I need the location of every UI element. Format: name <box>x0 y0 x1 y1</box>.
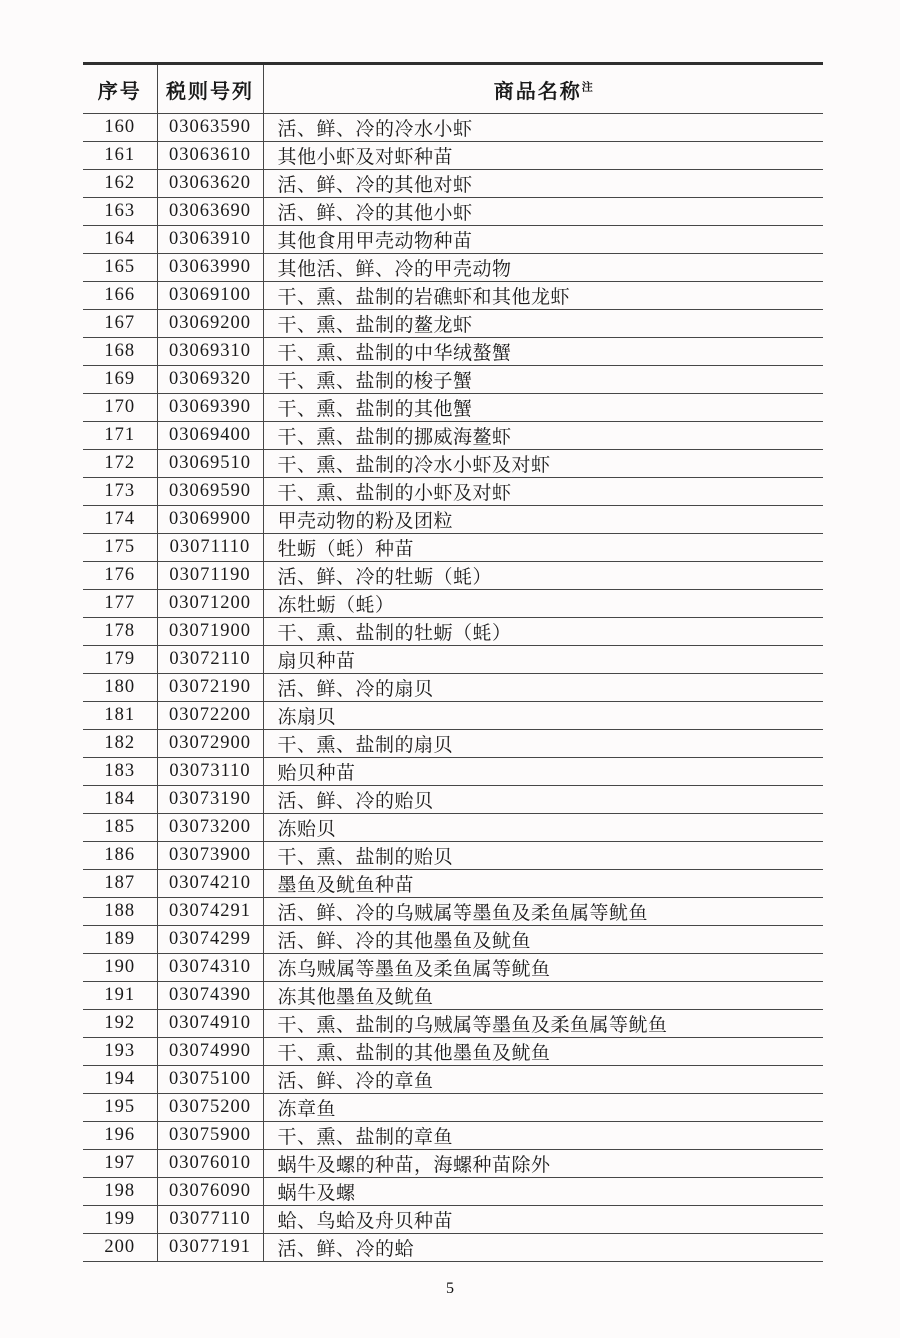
serial-cell: 195 <box>83 1094 157 1122</box>
serial-cell: 194 <box>83 1066 157 1094</box>
code-cell: 03076090 <box>157 1178 263 1206</box>
table-row <box>83 730 823 758</box>
name-cell: 其他活、鲜、冷的甲壳动物 <box>263 254 823 282</box>
serial-cell: 170 <box>83 394 157 422</box>
code-cell: 03074299 <box>157 926 263 954</box>
table-row <box>83 1234 823 1262</box>
name-cell: 干、熏、盐制的梭子蟹 <box>263 366 823 394</box>
name-cell: 活、鲜、冷的蛤 <box>263 1234 823 1262</box>
name-cell: 冻牡蛎（蚝） <box>263 590 823 618</box>
table-row <box>83 870 823 898</box>
serial-cell: 197 <box>83 1150 157 1178</box>
table-row <box>83 674 823 702</box>
serial-cell: 178 <box>83 618 157 646</box>
table-row <box>83 282 823 310</box>
code-cell: 03075200 <box>157 1094 263 1122</box>
header-note-superscript: 注 <box>581 80 593 93</box>
tariff-table <box>83 62 823 1262</box>
name-cell: 干、熏、盐制的鳌龙虾 <box>263 310 823 338</box>
serial-cell: 167 <box>83 310 157 338</box>
name-cell: 活、鲜、冷的其他对虾 <box>263 170 823 198</box>
serial-cell: 172 <box>83 450 157 478</box>
serial-cell: 184 <box>83 786 157 814</box>
name-cell: 冻扇贝 <box>263 702 823 730</box>
table-row <box>83 982 823 1010</box>
table-row <box>83 338 823 366</box>
code-cell: 03074310 <box>157 954 263 982</box>
table-row <box>83 1010 823 1038</box>
serial-cell: 198 <box>83 1178 157 1206</box>
code-cell: 03073190 <box>157 786 263 814</box>
serial-cell: 164 <box>83 226 157 254</box>
serial-cell: 188 <box>83 898 157 926</box>
code-cell: 03063610 <box>157 142 263 170</box>
serial-cell: 192 <box>83 1010 157 1038</box>
name-cell: 扇贝种苗 <box>263 646 823 674</box>
code-cell: 03076010 <box>157 1150 263 1178</box>
name-cell: 冻其他墨鱼及鱿鱼 <box>263 982 823 1010</box>
name-cell: 活、鲜、冷的其他墨鱼及鱿鱼 <box>263 926 823 954</box>
code-cell: 03063910 <box>157 226 263 254</box>
table-body <box>83 114 823 1262</box>
col-header-code: 税则号列 <box>157 64 263 114</box>
table-row <box>83 702 823 730</box>
table-row <box>83 926 823 954</box>
serial-cell: 171 <box>83 422 157 450</box>
code-cell: 03071110 <box>157 534 263 562</box>
name-cell: 活、鲜、冷的乌贼属等墨鱼及柔鱼属等鱿鱼 <box>263 898 823 926</box>
name-cell: 活、鲜、冷的冷水小虾 <box>263 114 823 142</box>
table-row <box>83 142 823 170</box>
table-row <box>83 394 823 422</box>
name-cell: 贻贝种苗 <box>263 758 823 786</box>
table-row <box>83 534 823 562</box>
table-row <box>83 1094 823 1122</box>
serial-cell: 174 <box>83 506 157 534</box>
name-cell: 干、熏、盐制的挪威海鳌虾 <box>263 422 823 450</box>
code-cell: 03069100 <box>157 282 263 310</box>
table-row <box>83 114 823 142</box>
code-cell: 03069590 <box>157 478 263 506</box>
serial-cell: 190 <box>83 954 157 982</box>
name-cell: 蛤、鸟蛤及舟贝种苗 <box>263 1206 823 1234</box>
name-cell: 干、熏、盐制的中华绒螯蟹 <box>263 338 823 366</box>
table-row <box>83 786 823 814</box>
table-row <box>83 198 823 226</box>
table-row <box>83 1150 823 1178</box>
name-cell: 活、鲜、冷的扇贝 <box>263 674 823 702</box>
code-cell: 03072110 <box>157 646 263 674</box>
name-cell: 干、熏、盐制的岩礁虾和其他龙虾 <box>263 282 823 310</box>
code-cell: 03074910 <box>157 1010 263 1038</box>
code-cell: 03072190 <box>157 674 263 702</box>
table-row <box>83 478 823 506</box>
code-cell: 03074990 <box>157 1038 263 1066</box>
table-row <box>83 1038 823 1066</box>
serial-cell: 196 <box>83 1122 157 1150</box>
serial-cell: 162 <box>83 170 157 198</box>
code-cell: 03069310 <box>157 338 263 366</box>
col-header-name <box>263 64 823 114</box>
table-header-row <box>83 64 823 114</box>
serial-cell: 176 <box>83 562 157 590</box>
serial-cell: 175 <box>83 534 157 562</box>
table-row <box>83 506 823 534</box>
name-cell: 干、熏、盐制的乌贼属等墨鱼及柔鱼属等鱿鱼 <box>263 1010 823 1038</box>
serial-cell: 169 <box>83 366 157 394</box>
serial-cell: 193 <box>83 1038 157 1066</box>
name-cell: 冻乌贼属等墨鱼及柔鱼属等鱿鱼 <box>263 954 823 982</box>
code-cell: 03069390 <box>157 394 263 422</box>
name-cell: 干、熏、盐制的小虾及对虾 <box>263 478 823 506</box>
table-row <box>83 170 823 198</box>
table-row <box>83 898 823 926</box>
serial-cell: 165 <box>83 254 157 282</box>
name-cell: 墨鱼及鱿鱼种苗 <box>263 870 823 898</box>
code-cell: 03071200 <box>157 590 263 618</box>
serial-cell: 187 <box>83 870 157 898</box>
col-header-name-text: 商品名称 <box>493 80 582 103</box>
serial-cell: 163 <box>83 198 157 226</box>
name-cell: 活、鲜、冷的其他小虾 <box>263 198 823 226</box>
serial-cell: 191 <box>83 982 157 1010</box>
serial-cell: 168 <box>83 338 157 366</box>
table-row <box>83 842 823 870</box>
table-row <box>83 366 823 394</box>
name-cell: 干、熏、盐制的其他蟹 <box>263 394 823 422</box>
serial-cell: 166 <box>83 282 157 310</box>
code-cell: 03072200 <box>157 702 263 730</box>
code-cell: 03073200 <box>157 814 263 842</box>
name-cell: 蜗牛及螺 <box>263 1178 823 1206</box>
name-cell: 干、熏、盐制的章鱼 <box>263 1122 823 1150</box>
code-cell: 03075100 <box>157 1066 263 1094</box>
code-cell: 03063690 <box>157 198 263 226</box>
code-cell: 03077191 <box>157 1234 263 1262</box>
code-cell: 03074210 <box>157 870 263 898</box>
table-row <box>83 814 823 842</box>
name-cell: 干、熏、盐制的贻贝 <box>263 842 823 870</box>
serial-cell: 179 <box>83 646 157 674</box>
table-row <box>83 254 823 282</box>
table-row <box>83 422 823 450</box>
name-cell: 活、鲜、冷的牡蛎（蚝） <box>263 562 823 590</box>
name-cell: 干、熏、盐制的冷水小虾及对虾 <box>263 450 823 478</box>
table-row <box>83 758 823 786</box>
name-cell: 活、鲜、冷的贻贝 <box>263 786 823 814</box>
table-row <box>83 1122 823 1150</box>
table-row <box>83 1066 823 1094</box>
table-header <box>83 64 823 114</box>
serial-cell: 177 <box>83 590 157 618</box>
table-row <box>83 646 823 674</box>
table-row <box>83 1178 823 1206</box>
code-cell: 03074291 <box>157 898 263 926</box>
name-cell: 冻章鱼 <box>263 1094 823 1122</box>
name-cell: 冻贻贝 <box>263 814 823 842</box>
col-header-serial: 序号 <box>83 64 157 114</box>
table-row <box>83 226 823 254</box>
serial-cell: 185 <box>83 814 157 842</box>
table-row <box>83 590 823 618</box>
name-cell: 牡蛎（蚝）种苗 <box>263 534 823 562</box>
code-cell: 03074390 <box>157 982 263 1010</box>
code-cell: 03063990 <box>157 254 263 282</box>
code-cell: 03077110 <box>157 1206 263 1234</box>
serial-cell: 189 <box>83 926 157 954</box>
table-row <box>83 562 823 590</box>
serial-cell: 200 <box>83 1234 157 1262</box>
serial-cell: 160 <box>83 114 157 142</box>
name-cell: 干、熏、盐制的其他墨鱼及鱿鱼 <box>263 1038 823 1066</box>
code-cell: 03075900 <box>157 1122 263 1150</box>
table-row <box>83 1206 823 1234</box>
code-cell: 03073110 <box>157 758 263 786</box>
name-cell: 其他小虾及对虾种苗 <box>263 142 823 170</box>
name-cell: 蜗牛及螺的种苗，海螺种苗除外 <box>263 1150 823 1178</box>
code-cell: 03069900 <box>157 506 263 534</box>
serial-cell: 173 <box>83 478 157 506</box>
serial-cell: 183 <box>83 758 157 786</box>
table-row <box>83 954 823 982</box>
serial-cell: 161 <box>83 142 157 170</box>
table-row <box>83 618 823 646</box>
serial-cell: 186 <box>83 842 157 870</box>
code-cell: 03069200 <box>157 310 263 338</box>
name-cell: 干、熏、盐制的扇贝 <box>263 730 823 758</box>
code-cell: 03072900 <box>157 730 263 758</box>
code-cell: 03069320 <box>157 366 263 394</box>
code-cell: 03069400 <box>157 422 263 450</box>
code-cell: 03071900 <box>157 618 263 646</box>
code-cell: 03073900 <box>157 842 263 870</box>
name-cell: 活、鲜、冷的章鱼 <box>263 1066 823 1094</box>
page-number: 5 <box>446 1280 454 1297</box>
table-row <box>83 310 823 338</box>
serial-cell: 181 <box>83 702 157 730</box>
table-row <box>83 450 823 478</box>
name-cell: 干、熏、盐制的牡蛎（蚝） <box>263 618 823 646</box>
serial-cell: 182 <box>83 730 157 758</box>
name-cell: 其他食用甲壳动物种苗 <box>263 226 823 254</box>
code-cell: 03063590 <box>157 114 263 142</box>
name-cell: 甲壳动物的粉及团粒 <box>263 506 823 534</box>
serial-cell: 199 <box>83 1206 157 1234</box>
serial-cell: 180 <box>83 674 157 702</box>
code-cell: 03063620 <box>157 170 263 198</box>
code-cell: 03069510 <box>157 450 263 478</box>
code-cell: 03071190 <box>157 562 263 590</box>
